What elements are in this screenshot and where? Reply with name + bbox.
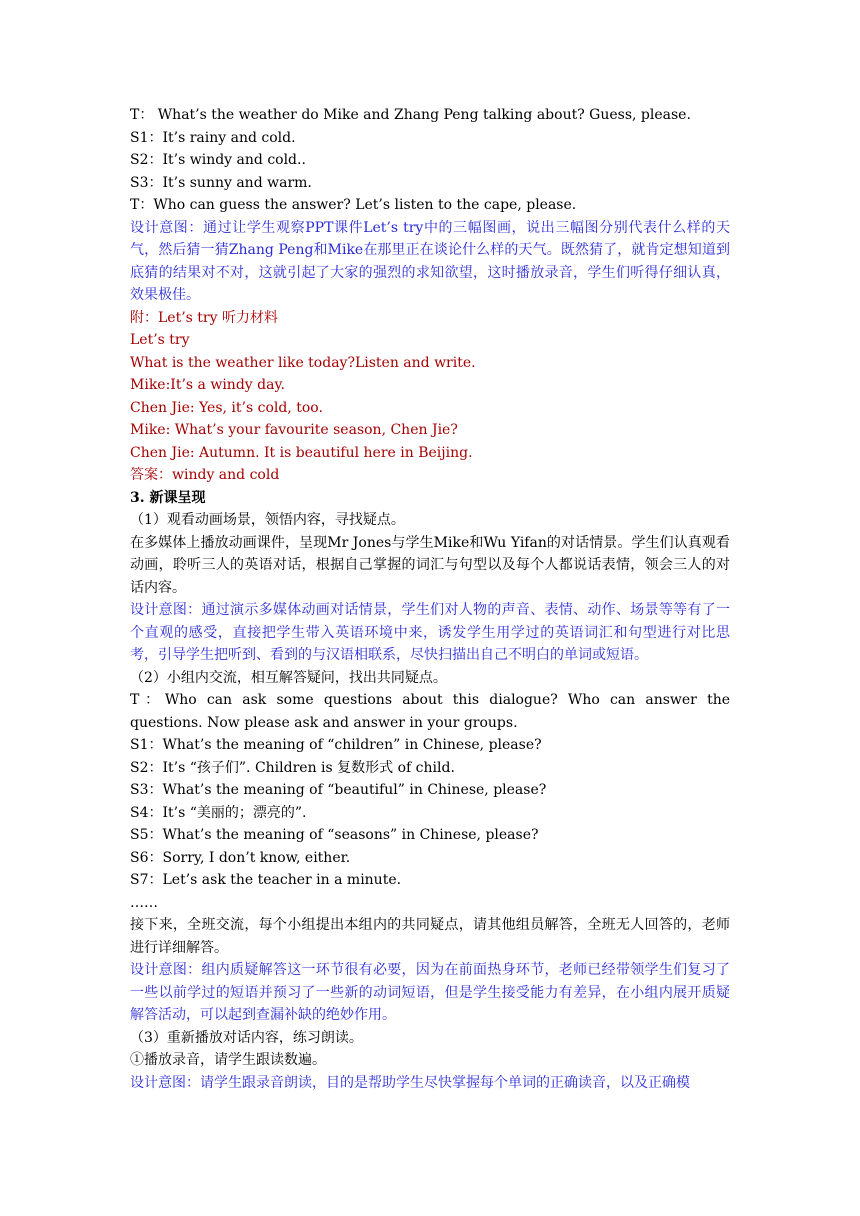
document-page: [130, 104, 730, 1094]
dialogue-line: S5：What’s the meaning of “seasons” in Chinese, please?: [130, 827, 539, 843]
appendix-heading: 附：Let’s try 听力材料: [130, 309, 278, 326]
ellipsis-line: ……: [130, 894, 158, 911]
step-item: ①播放录音，请学生跟读数遍。: [130, 1052, 326, 1068]
listening-line: What is the weather like today?Listen and write.: [130, 354, 476, 371]
dialogue-line: S6：Sorry, I don’t know, either.: [130, 849, 351, 866]
design-intent-paragraph: 设计意图：通过让学生观察PPT课件Let’s try中的三幅图画，说出三幅图分别代表什么样的天气，然后猜一猜Zhang Peng和Mike在那里正在谈论什么样的天气。既然猜了，就肯定想知道到底猜的结果对不对，这就引起了大家的强烈的求知欲望，这时播放录音，学生们听得仔细认真，效果极佳。: [130, 219, 730, 303]
listening-line: Chen Jie: Autumn. It is beautiful here in Beijing.: [130, 444, 473, 461]
dialogue-line: S4：It’s “美丽的；漂亮的”.: [130, 804, 307, 821]
dialogue-line: S2：It’s “孩子们”. Children is 复数形式 of child.: [130, 759, 455, 776]
section-heading: 3. 新课呈现: [130, 489, 206, 506]
dialogue-line: T： What’s the weather do Mike and Zhang Peng talking about? Guess, please.: [130, 107, 691, 123]
answer-line: 答案：windy and cold: [130, 467, 280, 483]
listening-title: Let’s try: [130, 332, 190, 348]
design-intent-paragraph: 设计意图：组内质疑解答这一环节很有必要，因为在前面热身环节，老师已经带领学生们复习了一些以前学过的短语并预习了一些新的动词短语，但是学生接受能力有差异，在小组内展开质疑解答活动，可以起到查漏补缺的绝妙作用。: [130, 962, 730, 1023]
step-heading: （2）小组内交流，相互解答疑问，找出共同疑点。: [130, 669, 447, 686]
dialogue-line: S1：It’s rainy and cold.: [130, 129, 296, 146]
listening-line: Chen Jie: Yes, it’s cold, too.: [130, 399, 323, 416]
listening-line: Mike:It’s a windy day.: [130, 377, 285, 393]
design-intent-paragraph: 设计意图：请学生跟录音朗读，目的是帮助学生尽快掌握每个单词的正确读音，以及正确模: [130, 1074, 690, 1091]
dialogue-line: S3：What’s the meaning of “beautiful” in Chinese, please?: [130, 782, 547, 798]
body-paragraph: T：Who can ask some questions about this dialogue? Who can answer the questions. Now please ask and answer in your groups.: [130, 692, 730, 731]
body-paragraph: 接下来，全班交流，每个小组提出本组内的共同疑点，请其他组员解答，全班无人回答的，老师进行详细解答。: [130, 917, 730, 956]
dialogue-line: S7：Let’s ask the teacher in a minute.: [130, 872, 402, 888]
design-intent-paragraph: 设计意图：通过演示多媒体动画对话情景，学生们对人物的声音、表情、动作、场景等等有了一个直观的感受，直接把学生带入英语环境中来，诱发学生用学过的英语词汇和句型进行对比思考，引导学生把听到、看到的与汉语相联系，尽快扫描出自己不明白的单词或短语。: [130, 602, 730, 663]
dialogue-line: T：Who can guess the answer? Let’s listen to the cape, please.: [130, 197, 577, 213]
dialogue-line: S2：It’s windy and cold..: [130, 152, 306, 168]
listening-line: Mike: What’s your favourite season, Chen Jie?: [130, 422, 458, 438]
body-paragraph: 在多媒体上播放动画课件，呈现Mr Jones与学生Mike和Wu Yifan的对话情景。学生们认真观看动画，聆听三人的英语对话，根据自己掌握的词汇与句型以及每个人都说话表情，领会三人的对话内容。: [130, 534, 730, 596]
step-heading: （1）观看动画场景，领悟内容，寻找疑点。: [130, 512, 405, 528]
dialogue-line: S3：It’s sunny and warm.: [130, 174, 312, 191]
step-heading: （3）重新播放对话内容，练习朗读。: [130, 1029, 363, 1046]
dialogue-line: S1：What’s the meaning of “children” in Chinese, please?: [130, 737, 542, 753]
